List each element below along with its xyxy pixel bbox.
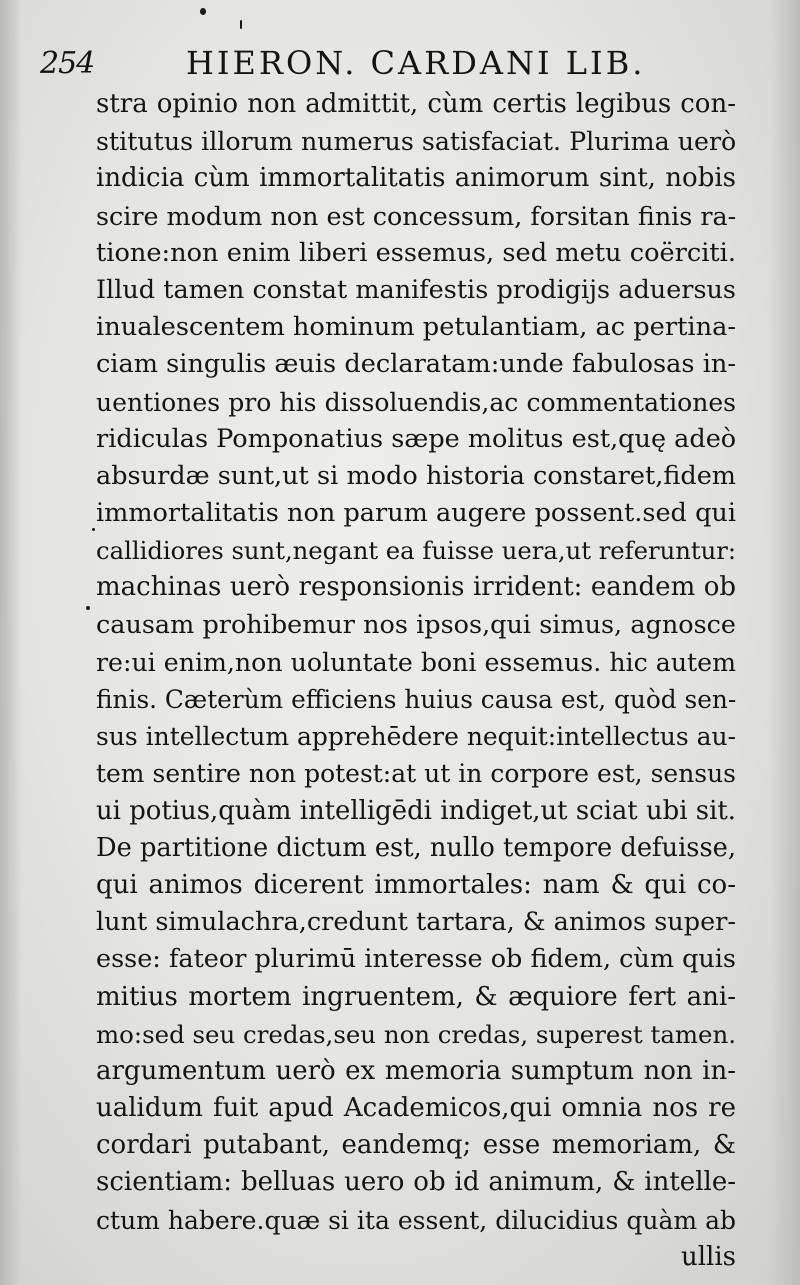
text-line: uentiones pro his dissoluendis,ac commentationes — [96, 387, 736, 417]
text-line: finis. Cæterùm efficiens huius causa est, quòd sen- — [96, 685, 737, 714]
running-head: HIERON. CARDANI LIB. — [186, 44, 646, 82]
page-edge-shadow-right — [770, 0, 800, 1285]
text-line: machinas uerò responsionis irrident: eandem ob — [96, 572, 736, 603]
text-line: sus intellectum apprehēdere nequit:intellectus au- — [96, 722, 737, 752]
text-line: indicia cùm immortalitatis animorum sint, nobis — [96, 163, 736, 194]
text-line: cordari putabant, eandemq; esse memoriam, & — [96, 1130, 736, 1161]
text-line: scientiam: belluas uero ob id animum, & intelle- — [96, 1167, 736, 1198]
text-line: re:ui enim,non uoluntate boni essemus. hic autem — [96, 647, 736, 677]
text-line: mitius mortem ingruentem, & æquiore fert ani- — [96, 981, 736, 1012]
text-line: inualescentem hominum petulantiam, ac pertina- — [96, 312, 737, 343]
text-line: ciam singulis æuis declaratam:unde fabulosas in- — [96, 349, 736, 380]
text-line: stitutus illorum numerus satisfaciat. Plurima uerò — [96, 127, 737, 157]
text-line: esse: fateor plurimū interesse ob fidem, cùm quis — [96, 944, 736, 975]
text-line: Illud tamen constat manifestis prodigijs aduersus — [96, 274, 736, 305]
page-number: 254 — [40, 46, 95, 81]
text-line: ctum habere.quæ si ita essent, dilucidius quàm ab — [96, 1205, 736, 1235]
text-line: ui potius,quàm intelligēdi indiget,ut sciat ubi sit. — [96, 795, 736, 826]
text-line: lunt simulachra,credunt tartara, & animos super- — [96, 907, 736, 938]
ink-speck — [92, 528, 95, 531]
body-text — [96, 86, 736, 1276]
page-header — [40, 40, 760, 80]
text-line: scire modum non est concessum, forsitan finis ra- — [96, 200, 737, 231]
text-line: mo:sed seu credas,seu non credas, superest tamen. — [96, 1019, 736, 1049]
ink-speck — [240, 20, 242, 29]
catchword: ullis — [680, 1241, 736, 1272]
text-line: tione:non enim liberi essemus, sed metu coërciti. — [96, 237, 736, 268]
text-line: causam prohibemur nos ipsos,qui simus, agnosce — [96, 609, 736, 640]
text-line: callidiores sunt,negant ea fuisse uera,ut referuntur: — [96, 536, 737, 566]
ink-speck — [86, 606, 90, 610]
text-line: ridiculas Pomponatius sæpe molitus est,quę adeò — [96, 423, 737, 454]
page-edge-shadow-left — [0, 0, 22, 1285]
text-line: stra opinio non admittit, cùm certis legibus con- — [96, 89, 736, 119]
text-line: absurdæ sunt,ut si modo historia constaret,fidem — [96, 460, 736, 491]
ink-speck — [200, 8, 206, 15]
text-line: argumentum uerò ex memoria sumptum non in- — [96, 1055, 736, 1086]
text-line: De partitione dictum est, nullo tempore defuisse, — [96, 832, 736, 863]
text-line: qui animos dicerent immortales: nam & qui co- — [96, 869, 736, 900]
text-line: tem sentire non potest:at ut in corpore est, sensus — [96, 759, 736, 789]
text-line: ualidum fuit apud Academicos,qui omnia nos re — [96, 1093, 736, 1124]
text-line: immortalitatis non parum augere possent.sed qui — [96, 498, 736, 529]
